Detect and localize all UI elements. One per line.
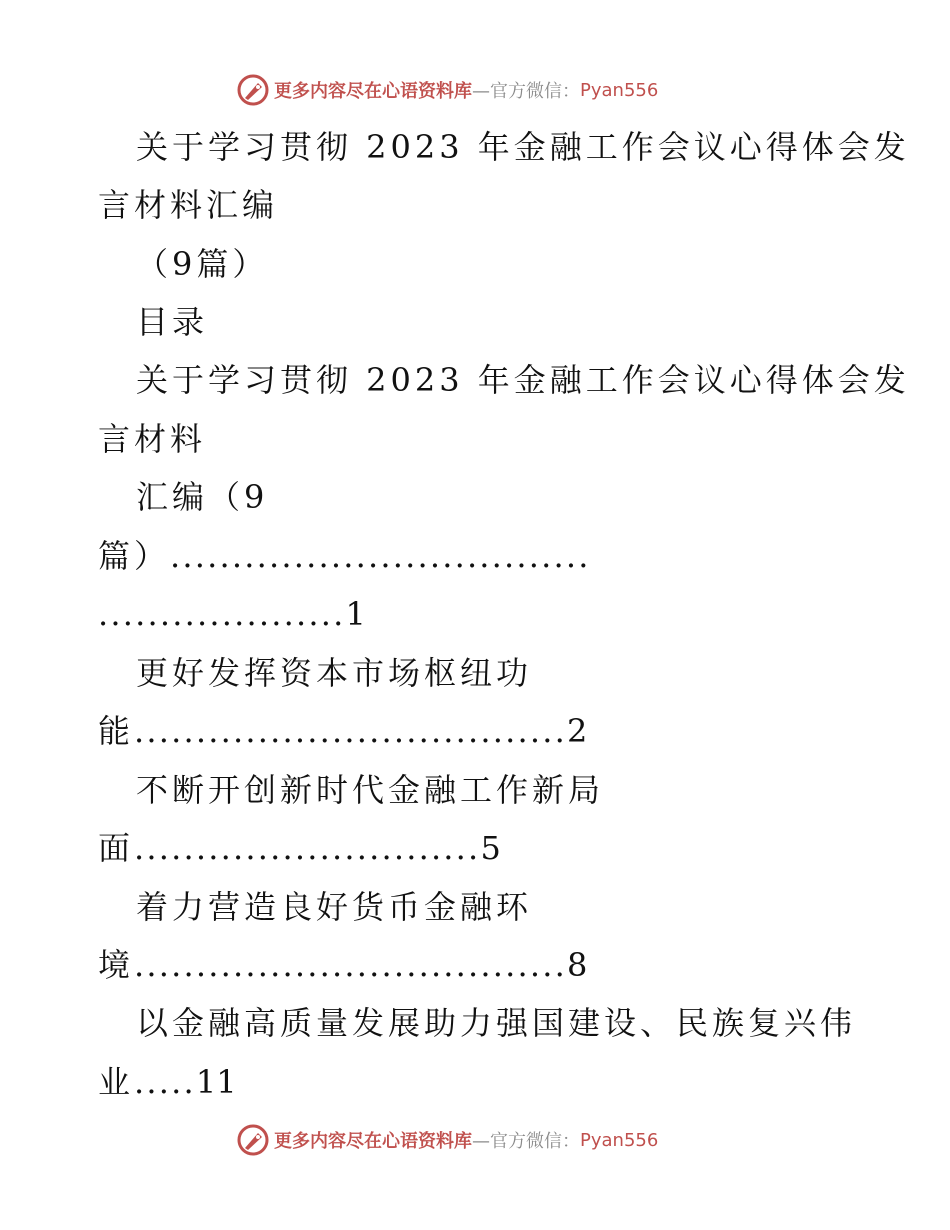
toc-entry-4-line-1: 着力营造良好货币金融环 [136, 888, 533, 926]
toc-entry-4-leader[interactable] [98, 945, 858, 985]
toc-entry-1-dots: .................................. [170, 537, 591, 575]
toc-entry-5-line-1: 以金融高质量发展助力强国建设、民族复兴伟 [136, 1004, 857, 1042]
toc-entry-5-leader[interactable] [98, 1062, 858, 1102]
watermark-wechat-id: Pyan556 [580, 79, 659, 101]
toc-entry-3-lead: 面 [98, 829, 135, 867]
doc-title-line-1: 关于学习贯彻 2023 年金融工作会议心得体会发 [136, 128, 910, 166]
toc-entry-1-dots-2: .................... [98, 595, 346, 633]
toc-entry-5-lead: 业 [98, 1063, 135, 1101]
toc-entry-4-dots: ................................... [134, 946, 568, 984]
toc-entry-2-lead: 能 [98, 712, 135, 750]
toc-entry-4-page: 8 [567, 946, 588, 984]
toc-entry-3-leader[interactable] [98, 828, 858, 868]
toc-heading: 目录 [136, 303, 209, 341]
doc-count: （9篇） [136, 245, 269, 283]
toc-entry-4-lead: 境 [98, 946, 135, 984]
watermark-footer [236, 1122, 658, 1158]
toc-entry-5-dots: ..... [134, 1063, 196, 1101]
toc-entry-1-leader[interactable] [98, 536, 858, 576]
pen-nib-logo-icon [236, 73, 270, 107]
toc-entry-1-lead: 篇） [98, 537, 171, 575]
toc-entry-1-page: 1 [345, 595, 366, 633]
toc-entry-1-line-2: 言材料 [98, 420, 207, 458]
toc-entry-2-leader[interactable] [98, 711, 858, 751]
toc-entry-5-page: 11 [195, 1063, 237, 1101]
watermark-brand: 更多内容尽在心语资料库 [274, 1131, 472, 1152]
toc-entry-1-page-line[interactable] [98, 594, 858, 634]
doc-title-line-2: 言材料汇编 [98, 186, 279, 224]
toc-entry-3-dots: ............................ [134, 829, 481, 867]
watermark-wechat-id: Pyan556 [580, 1129, 659, 1151]
toc-entry-1-line-1: 关于学习贯彻 2023 年金融工作会议心得体会发 [136, 361, 910, 399]
watermark-separator: —官方微信： [472, 1131, 580, 1152]
watermark-brand: 更多内容尽在心语资料库 [274, 81, 472, 102]
toc-entry-2-page: 2 [567, 712, 588, 750]
pen-nib-logo-icon [236, 1123, 270, 1157]
toc-entry-3-line-1: 不断开创新时代金融工作新局 [136, 771, 605, 809]
toc-entry-2-dots: ................................... [134, 712, 568, 750]
toc-entry-3-page: 5 [480, 829, 501, 867]
toc-entry-2-line-1: 更好发挥资本市场枢纽功 [136, 654, 533, 692]
toc-entry-1-line-3: 汇编（9 [136, 478, 269, 516]
watermark-separator: —官方微信： [472, 81, 580, 102]
watermark-header [236, 72, 658, 108]
